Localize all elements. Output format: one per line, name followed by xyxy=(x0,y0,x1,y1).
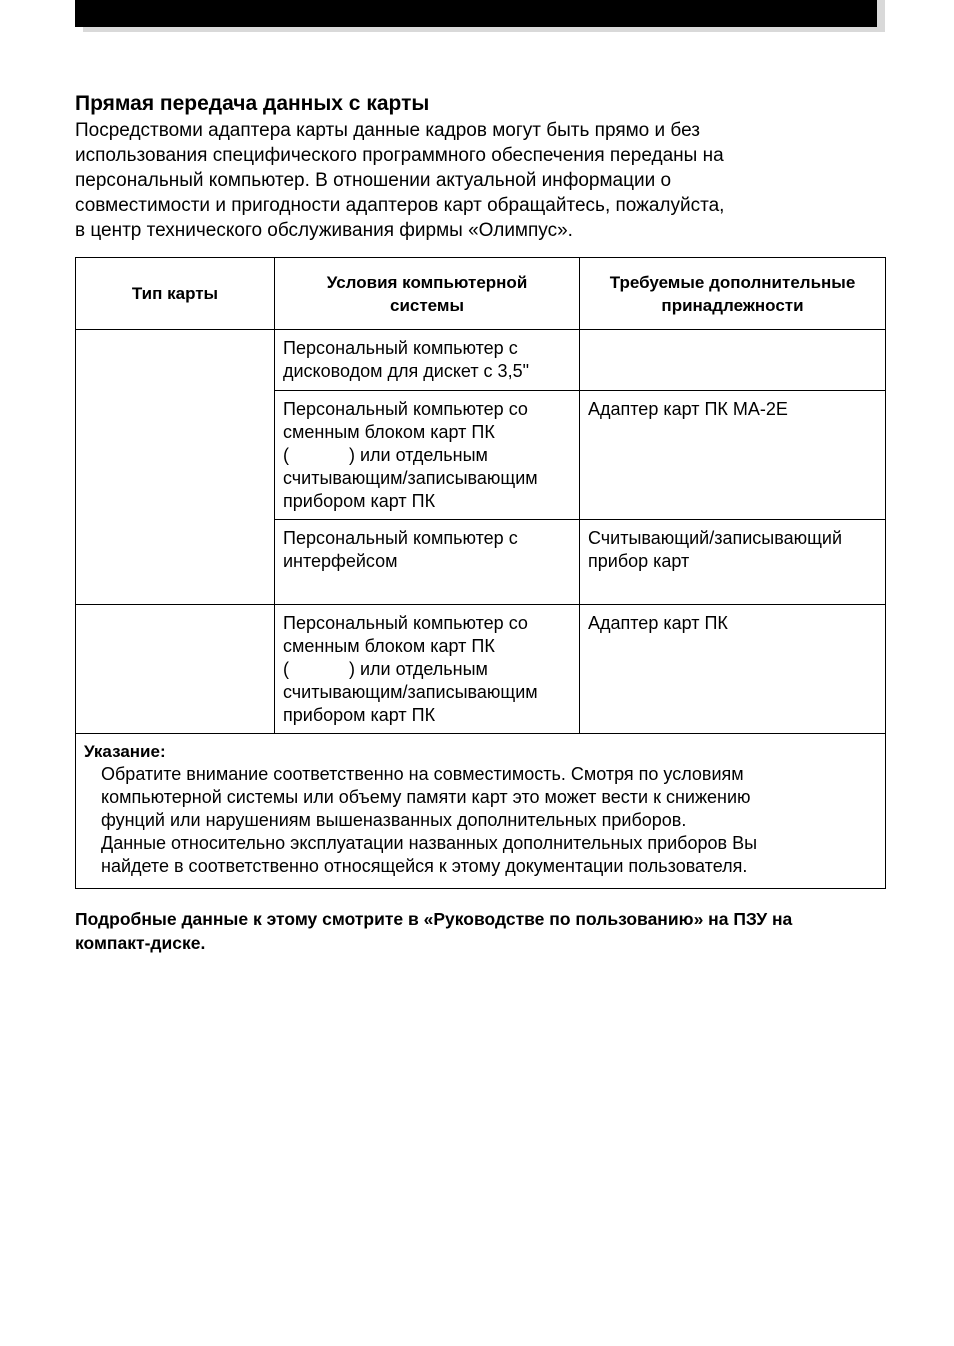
footer-note: Подробные данные к этому смотрите в «Руководстве по пользованию» на ПЗУ на компакт-диске. xyxy=(75,909,793,953)
accessory-cell xyxy=(580,330,886,391)
card-compatibility-table xyxy=(75,257,886,889)
note-title: Указание: xyxy=(84,742,166,761)
section-heading: Прямая передача данных с карты xyxy=(75,92,430,115)
note-row xyxy=(76,734,886,889)
header-card-type: Тип карты xyxy=(76,258,275,330)
card-type-cell xyxy=(76,330,275,605)
table-header-row xyxy=(76,258,886,330)
intro-line: совместимости и пригодности адаптеров карт обращайтесь, пожалуйста, xyxy=(75,195,725,216)
system-cell: Персональный компьютер со сменным блоком карт ПК ( ) или отдельным считывающим/записывающим прибором карт ПК xyxy=(275,605,580,734)
header-required-accessories: Требуемые дополнительные принадлежности xyxy=(580,258,886,330)
intro-line: в центр технического обслуживания фирмы «Олимпус». xyxy=(75,220,573,241)
header-bar xyxy=(75,0,877,27)
intro-line: использования специфического программного обеспечения переданы на xyxy=(75,145,724,166)
table-row xyxy=(76,605,886,734)
intro-paragraph xyxy=(75,118,875,243)
table-row xyxy=(76,330,886,391)
intro-line: Посредствоми адаптера карты данные кадров могут быть прямо и без xyxy=(75,120,700,141)
card-type-cell xyxy=(76,605,275,734)
accessory-cell: Адаптер карт ПК MA-2E xyxy=(580,391,886,520)
intro-line: персональный компьютер. В отношении актуальной информации о xyxy=(75,170,672,191)
system-cell: Персональный компьютер с интерфейсом xyxy=(275,520,580,605)
note-body: Обратите внимание соответственно на совместимость. Смотря по условиям компьютерной системы или объему памяти карт это может вести к снижению фунций или нарушениям вышеназванных дополнительных приборов. Данные относительно эксплуатации названных дополнительных приборов Вы найдете в соответственно относящейся к этому документации пользователя. xyxy=(101,764,758,876)
accessory-cell: Считывающий/записывающий прибор карт xyxy=(580,520,886,605)
system-cell: Персональный компьютер со сменным блоком карт ПК ( ) или отдельным считывающим/записывающим прибором карт ПК xyxy=(275,391,580,520)
header-system-conditions: Условия компьютерной системы xyxy=(275,258,580,330)
accessory-cell: Адаптер карт ПК xyxy=(580,605,886,734)
note-cell xyxy=(76,734,886,889)
system-cell: Персональный компьютер с дисководом для дискет с 3,5" xyxy=(275,330,580,391)
